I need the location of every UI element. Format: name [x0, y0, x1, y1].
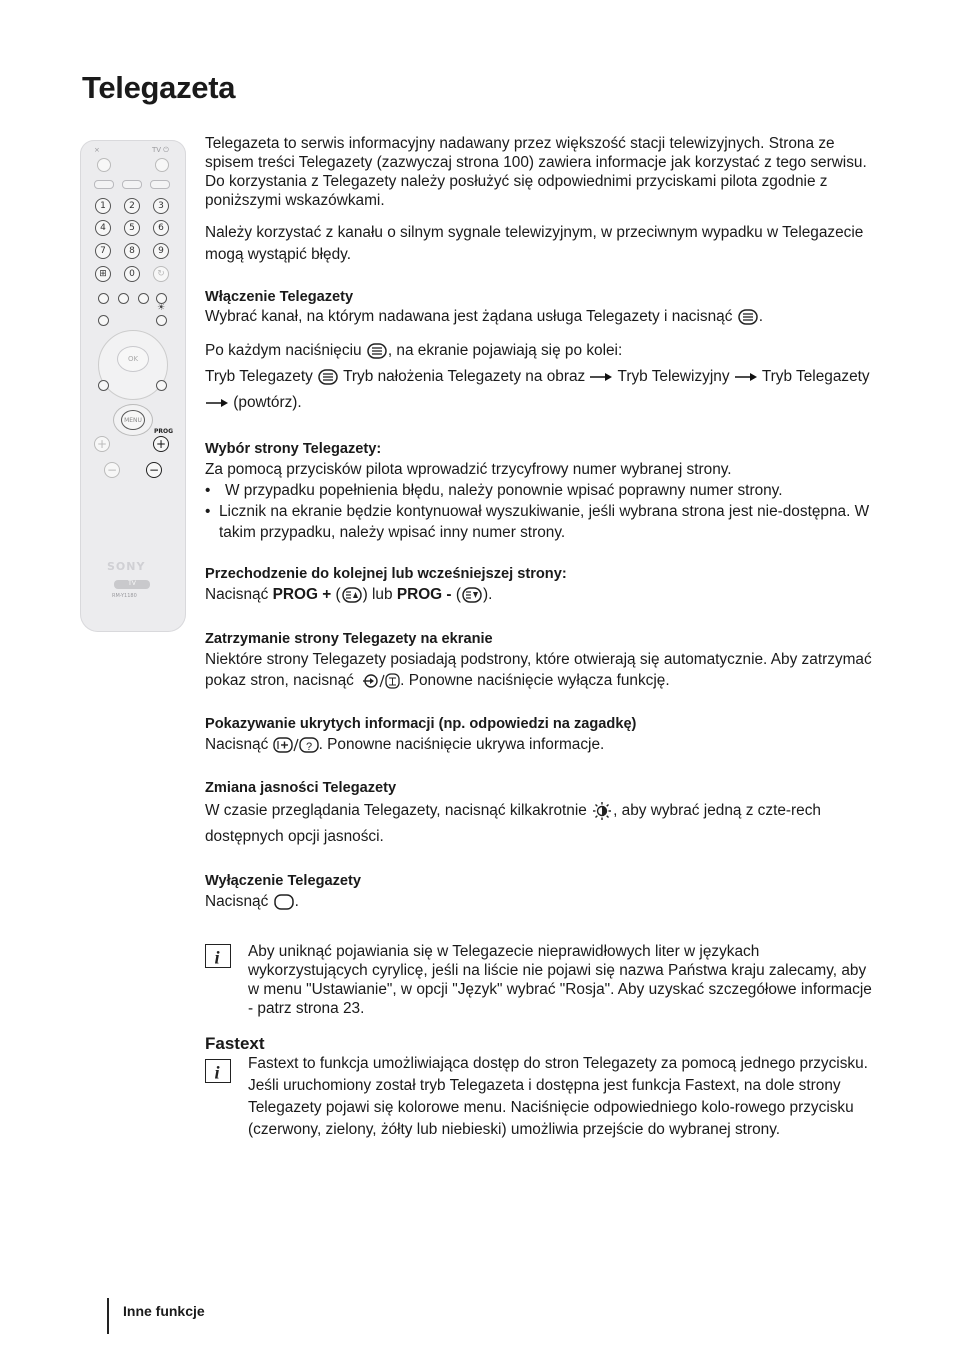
fastext-text-2: Jeśli uruchomiony został tryb Telegazeta i dostępna jest funkcja Fastext, na dole strony Telegazety pojawi się kolorowe menu. Naciśnięcie odpowiedniego kolo-rowego przycisku (czerwony, zielony, żółty lub niebieski) umożliwia przejście do wybranej strony. — [248, 1077, 854, 1138]
main-content — [205, 134, 875, 1141]
prog-minus-button: − — [146, 462, 162, 478]
remote-key — [94, 180, 114, 189]
prog-label: PROG — [154, 428, 174, 435]
svg-text:i: i — [214, 1062, 220, 1083]
list-item: • Licznik na ekranie będzie kontynuował wyszukiwanie, jeśli wybrana strona jest nie-dostępna. W takim przypadku, należy wpisać inny numer strony. — [205, 501, 875, 543]
section-select-text: Za pomocą przycisków pilota wprowadzić trzycyfrowy numer wybranej strony. — [205, 461, 732, 478]
volume-down-button: − — [104, 462, 120, 478]
digit-1-button: 1 — [95, 198, 111, 214]
section-on-sequence: Po każdym naciśnięciu , na ekranie pojawiają się po kolei: Tryb Telegazety Tryb nałożenia Telegazety na obraz Tryb Telewizyjny Tryb Telegazety (powtórz). — [205, 342, 870, 411]
brightness-icon — [591, 801, 613, 821]
digit-2-button: 2 — [124, 198, 140, 214]
model-label: RM-Y1180 — [112, 593, 137, 599]
note-block — [205, 942, 875, 1018]
section-heading-next: Przechodzenie do kolejnej lub wcześniejszej strony: — [205, 566, 567, 582]
digit-5-button: 5 — [124, 220, 140, 236]
section-reveal-text: Nacisnąć ? . Ponowne naciśnięcie ukrywa informacje. — [205, 736, 605, 753]
remote-key — [98, 380, 109, 391]
digit-7-button: 7 — [95, 243, 111, 259]
list-item: • W przypadku popełnienia błędu, należy ponownie wpisać poprawny numer strony. — [205, 480, 875, 501]
section-hold-text: Niektóre strony Telegazety posiadają podstrony, które otwierają się automatycznie. Aby zatrzymać pokaz stron, nacisnąć . Ponowne naciśnięcie wyłącza funkcję. — [205, 651, 872, 689]
green-button — [118, 293, 129, 304]
fastext-heading: Fastext — [205, 1034, 265, 1053]
footer-section-label: Inne funkcje — [107, 1298, 205, 1334]
section-next-text: Nacisnąć PROG + ( ) lub PROG - ( ). — [205, 586, 493, 603]
mute-icon: ⨯ — [94, 146, 100, 154]
svg-text:i: i — [214, 947, 220, 968]
svg-text:?: ? — [305, 740, 312, 753]
tv-badge: TV — [114, 580, 150, 589]
brand-logo: SONY — [107, 560, 146, 573]
tv-power-label: TV ⏻ — [152, 146, 169, 154]
teletext-icon — [737, 308, 759, 326]
section-brightness-text: W czasie przeglądania Telegazety, nacisnąć kilkakrotnie , aby wybrać jedną z czte-rech dostępnych opcji jasności. — [205, 802, 821, 845]
digit-3-button: 3 — [153, 198, 169, 214]
teletext-page-up-icon — [341, 586, 363, 604]
teletext-icon — [366, 342, 388, 360]
reveal-icon — [273, 736, 319, 754]
teletext-page-down-icon — [461, 586, 483, 604]
section-heading-select: Wybór strony Telegazety: — [205, 441, 382, 457]
intro-warning: Należy korzystać z kanału o silnym sygnale telewizyjnym, w przeciwnym wypadku w Telegazecie mogą wystąpić błędy. — [205, 224, 864, 263]
prog-plus-button: + — [153, 436, 169, 452]
brightness-icon: ☀ — [157, 303, 166, 313]
mute-button — [97, 158, 111, 172]
digit-0-button: 0 — [124, 266, 140, 282]
digit-6-button: 6 — [153, 220, 169, 236]
section-heading-brightness: Zmiana jasności Telegazety — [205, 780, 397, 796]
remote-control-illustration — [80, 140, 186, 632]
fastext-block — [205, 1053, 875, 1141]
fastext-text-1: Fastext to funkcja umożliwiająca dostęp do stron Telegazety za pomocą jednego przycisku. — [248, 1055, 868, 1072]
section-off-text: Nacisnąć . — [205, 893, 299, 910]
teletext-button — [156, 380, 167, 391]
yellow-button — [138, 293, 149, 304]
digit-8-button: 8 — [124, 243, 140, 259]
menu-button: MENU — [121, 410, 145, 430]
input-hold-icon — [358, 672, 400, 690]
remote-key — [122, 180, 142, 189]
note-text: Aby uniknąć pojawiania się w Telegazecie nieprawidłowych liter w językach wykorzystujących cyrylicę, jeśli na liście nie pojawi się nazwa Państwa kraju zalecamy, aby w menu "Ustawianie", w opcji "Język" wybrać "Rosja". Aby uzyskać szczegółowe informacje - patrz strona 23. — [248, 943, 872, 1017]
digit-9-button: 9 — [153, 243, 169, 259]
right-arrow-icon — [205, 398, 229, 408]
standby-button — [155, 158, 169, 172]
right-arrow-icon — [589, 372, 613, 382]
red-button — [98, 293, 109, 304]
section-select-bullets — [205, 480, 875, 543]
tv-icon — [273, 893, 295, 911]
intro-paragraph: Telegazeta to serwis informacyjny nadawany przez większość stacji telewizyjnych. Strona ze spisem treści Telegazety (zazwyczaj strona 100) zawiera informacje jak korzystać z tego serwisu. Do korzystania z Telegazety należy posłużyć się odpowiednimi przyciskami pilota zgodnie z poniższymi wskazówkami. — [205, 135, 867, 209]
page-title: Telegazeta — [82, 70, 236, 105]
section-heading-on: Włączenie Telegazety — [205, 289, 354, 305]
input-teletext-key — [150, 180, 170, 189]
return-key: ↻ — [153, 266, 169, 282]
section-on-text: Wybrać kanał, na którym nadawana jest żądana usługa Telegazety i nacisnąć . — [205, 308, 763, 325]
remote-key — [98, 315, 109, 326]
teletext-icon — [317, 368, 339, 386]
section-heading-hold: Zatrzymanie strony Telegazety na ekranie — [205, 631, 493, 647]
section-heading-off: Wyłączenie Telegazety — [205, 873, 362, 889]
right-arrow-icon — [734, 372, 758, 382]
brightness-button — [156, 315, 167, 326]
info-icon — [205, 1059, 231, 1083]
ok-button: OK — [117, 346, 149, 372]
info-key: ⊞ — [95, 266, 111, 282]
volume-up-button: + — [94, 436, 110, 452]
digit-4-button: 4 — [95, 220, 111, 236]
section-heading-reveal: Pokazywanie ukrytych informacji (np. odpowiedzi na zagadkę) — [205, 716, 637, 732]
info-icon — [205, 944, 231, 968]
